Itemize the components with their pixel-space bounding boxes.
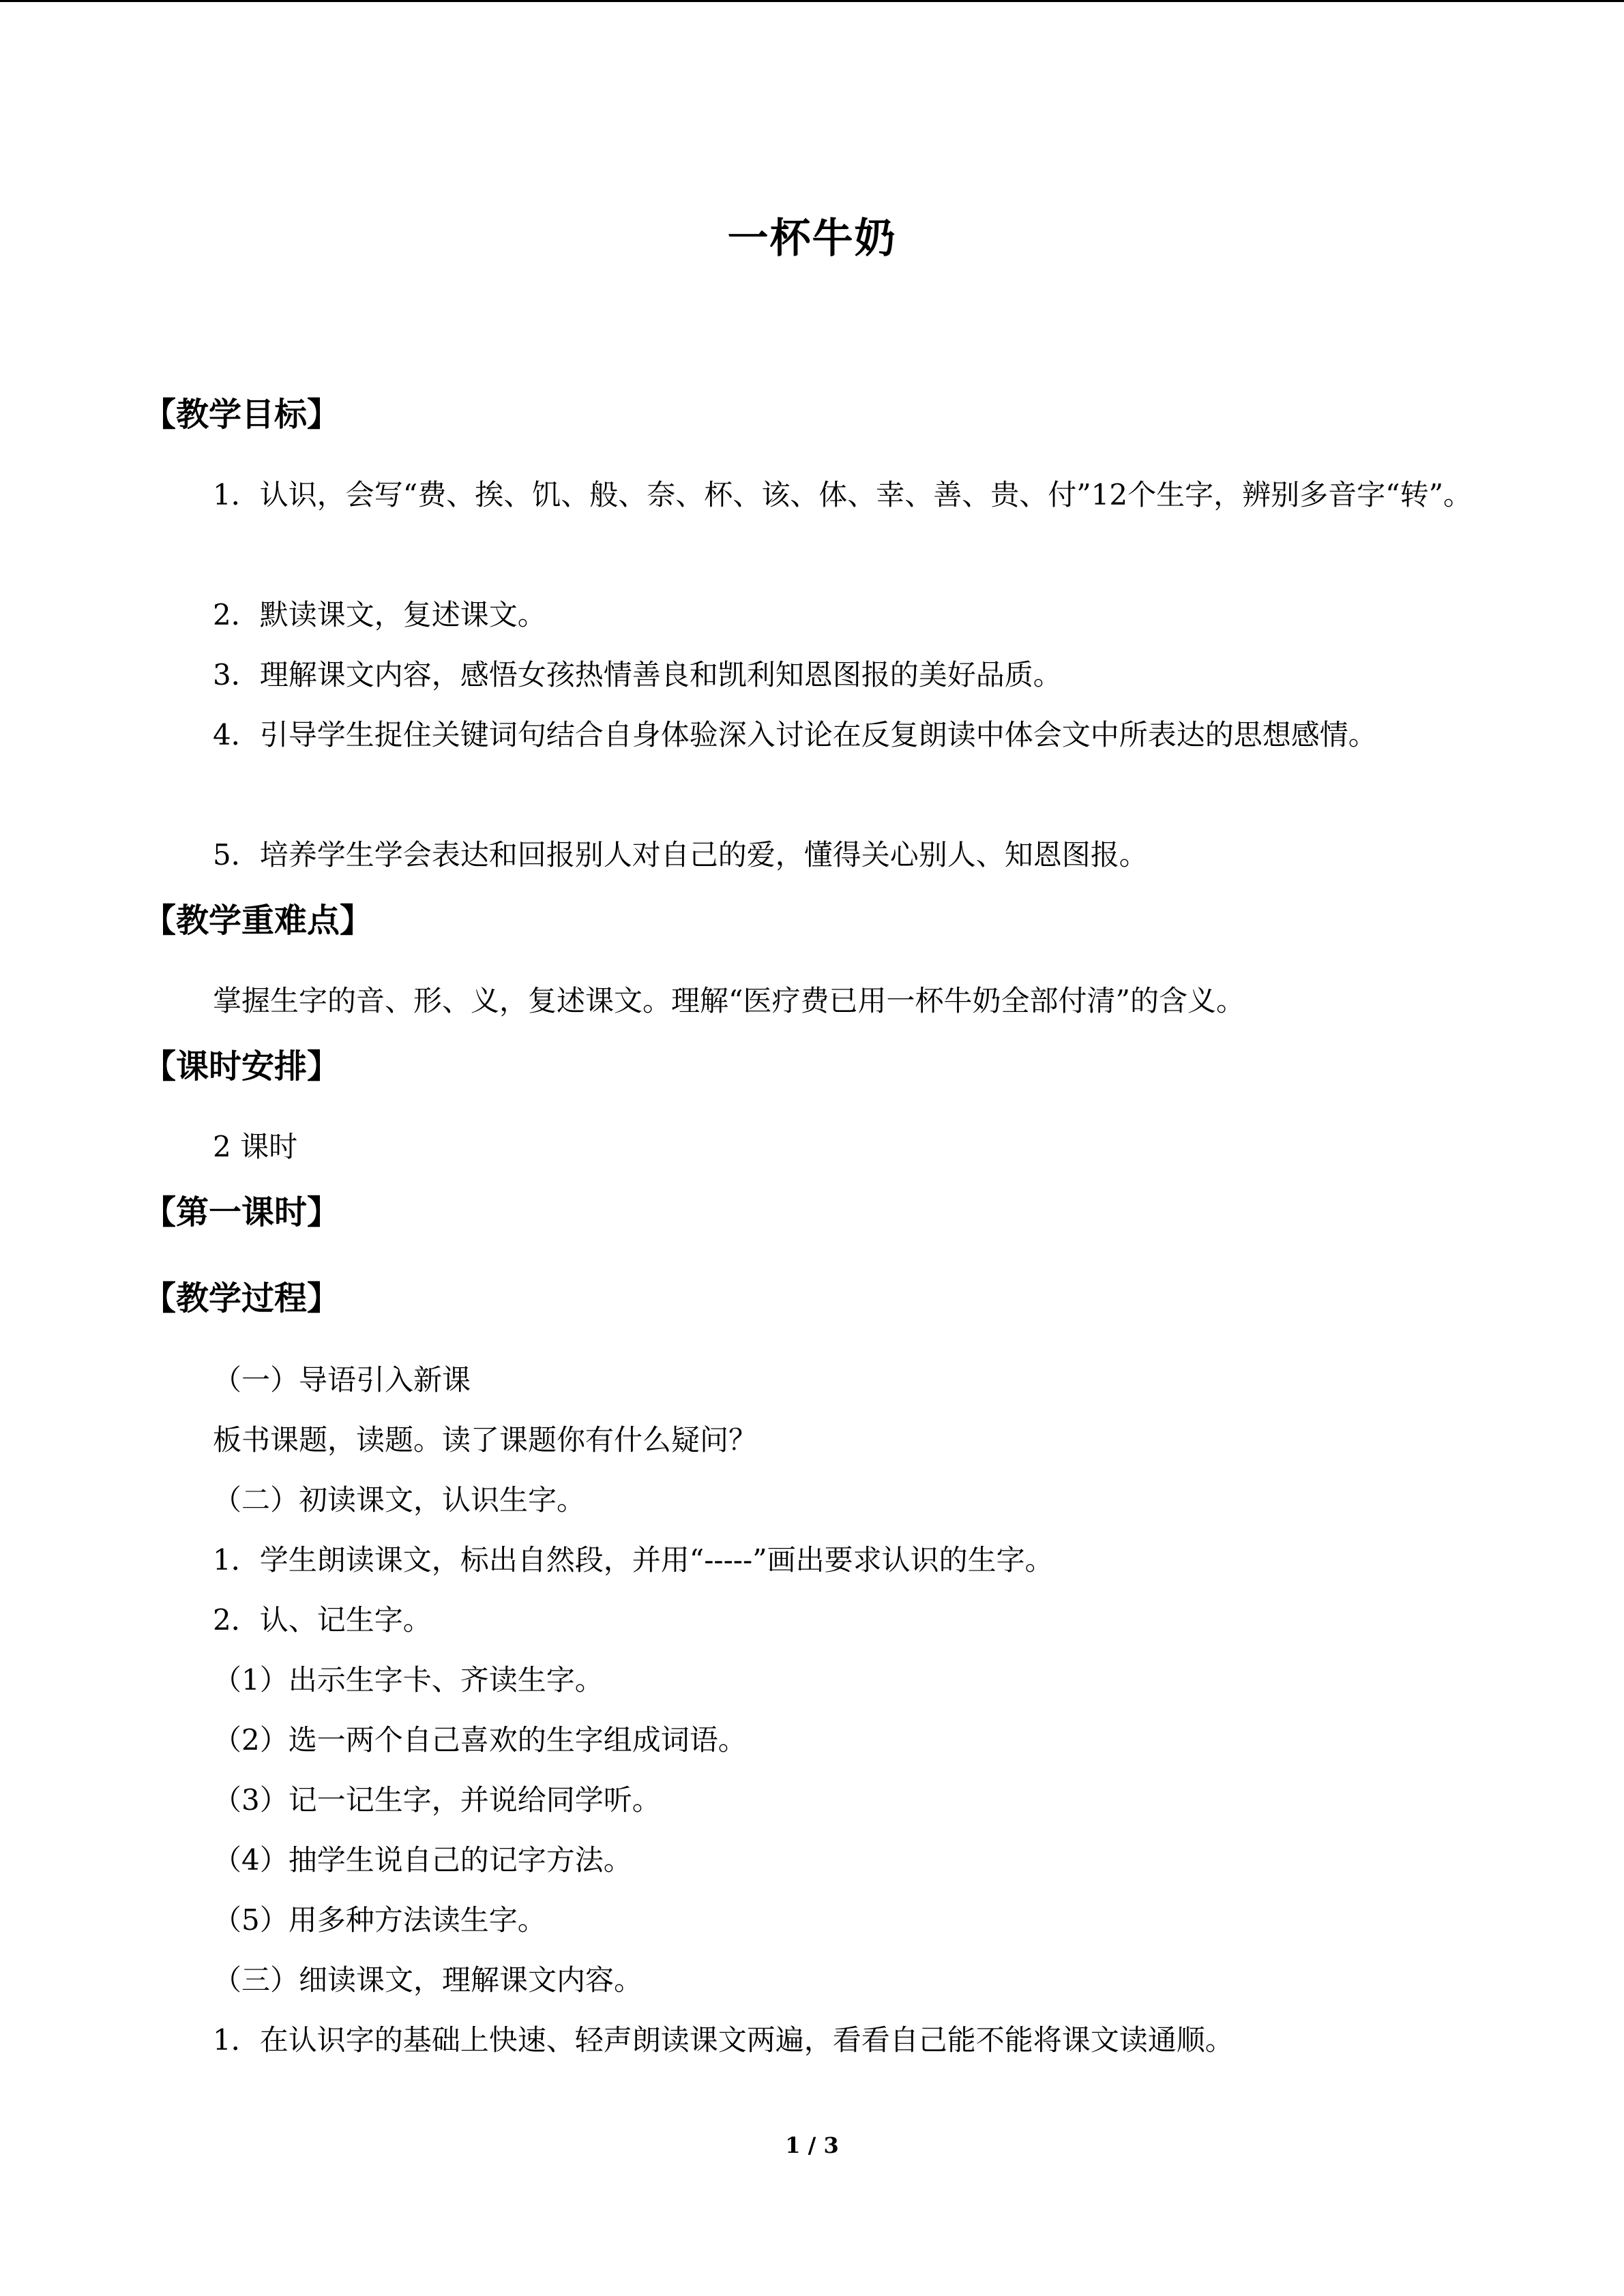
page-number: 1 / 3 [785, 2132, 839, 2158]
document-title: 一杯牛奶 [727, 215, 897, 263]
objective-item-4: 4．引导学生捉住关键词句结合自身体验深入讨论在反复朗读中体会文中所表达的思想感情。 [213, 718, 1377, 751]
process-line-4: 1．学生朗读课文，标出自然段，并用“-----”画出要求认识的生字。 [213, 1543, 1054, 1577]
key-points-text: 掌握生字的音、形、义，复述课文。理解“医疗费已用一杯牛奶全部付清”的含义。 [213, 984, 1245, 1017]
process-line-1: （一）导语引入新课 [213, 1363, 471, 1397]
process-line-11: （三）细读课文，理解课文内容。 [213, 1963, 643, 1997]
process-line-7: （2）选一两个自己喜欢的生字组成词语。 [213, 1723, 747, 1757]
objective-item-2: 2．默读课文，复述课文。 [213, 598, 546, 631]
process-line-12: 1．在认识字的基础上快速、轻声朗读课文两遍，看看自己能不能将课文读通顺。 [213, 2023, 1234, 2057]
process-line-3: （二）初读课文，认识生字。 [213, 1483, 586, 1517]
process-line-8: （3）记一记生字，并说给同学听。 [213, 1783, 661, 1817]
objective-item-5: 5．培养学生学会表达和回报别人对自己的爱，懂得关心别人、知恩图报。 [213, 838, 1148, 871]
process-line-9: （4）抽学生说自己的记字方法。 [213, 1843, 632, 1877]
process-line-6: （1）出示生字卡、齐读生字。 [213, 1663, 604, 1697]
objective-item-3: 3．理解课文内容，感悟女孩热情善良和凯利知恩图报的美好品质。 [213, 658, 1062, 691]
section-heading-objectives: 【教学目标】 [143, 396, 340, 434]
section-heading-first-lesson: 【第一课时】 [143, 1193, 340, 1232]
objective-item-1: 1．认识，会写“费、挨、饥、般、奈、杯、该、体、幸、善、贵、付”12个生字，辨别多音字“转”。 [213, 478, 1473, 511]
section-heading-key-points: 【教学重难点】 [143, 901, 373, 940]
section-heading-schedule: 【课时安排】 [143, 1047, 340, 1086]
process-line-5: 2．认、记生字。 [213, 1603, 432, 1637]
section-heading-process: 【教学过程】 [143, 1279, 340, 1317]
process-line-10: （5）用多种方法读生字。 [213, 1903, 546, 1937]
schedule-text: 2 课时 [213, 1130, 298, 1163]
process-line-2: 板书课题，读题。读了课题你有什么疑问？ [213, 1423, 758, 1457]
